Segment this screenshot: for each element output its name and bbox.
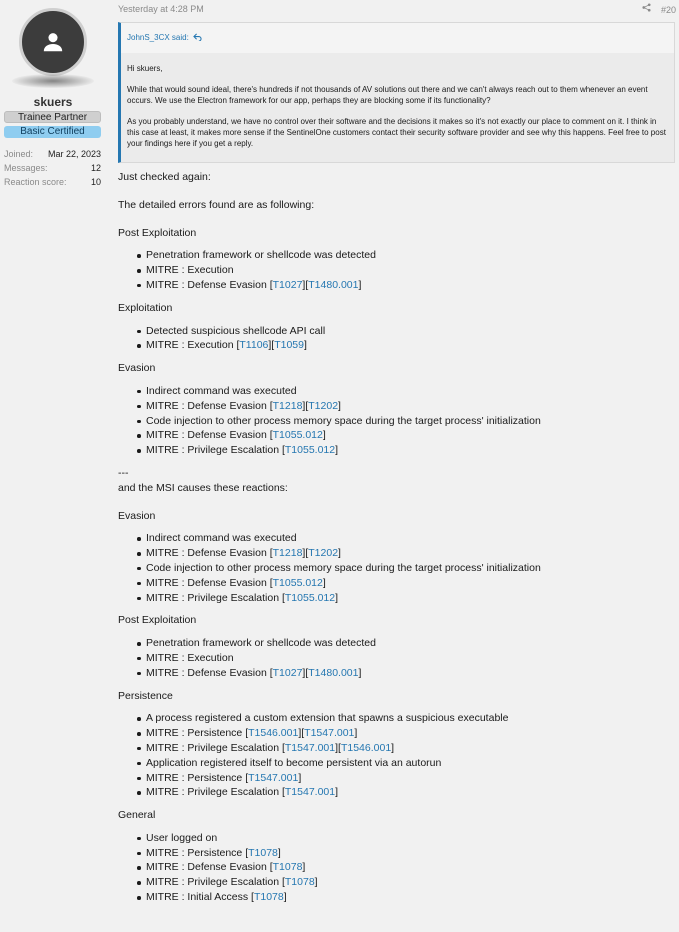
mitre-link[interactable]: T1218	[272, 399, 303, 412]
list-item: Code injection to other process memory space during the target process' initialization	[118, 414, 676, 429]
jump-to-quote-icon[interactable]	[193, 33, 202, 41]
mitre-link[interactable]: T1547.001	[304, 727, 355, 740]
mitre-link[interactable]: T1547.001	[248, 771, 299, 784]
user-banner-trainee-partner: Trainee Partner	[4, 111, 101, 123]
list-item: Code injection to other process memory space during the target process' initialization	[118, 561, 676, 576]
mitre-link[interactable]: T1218	[272, 547, 303, 560]
list-item: MITRE : Privilege Escalation [T1547.001][T1546.001]	[118, 741, 676, 756]
mitre-link[interactable]: T1078	[284, 876, 315, 889]
list-item: MITRE : Execution [T1106][T1059]	[118, 338, 676, 353]
list-item: A process registered a custom extension that spawns a suspicious executable	[118, 711, 676, 726]
post-content	[118, 170, 676, 913]
mitre-link[interactable]: T1480.001	[308, 666, 359, 679]
stat-reaction-score: Reaction score: 10	[4, 177, 101, 187]
list-item: Detected suspicious shellcode API call	[118, 324, 676, 339]
list-item: MITRE : Defense Evasion [T1218][T1202]	[118, 399, 676, 414]
list-item: MITRE : Defense Evasion [T1218][T1202]	[118, 546, 676, 561]
detection-list	[118, 384, 676, 458]
quote-paragraph: As you probably understand, we have no control over their software and the decisions it makes so it's not exactly our place to comment on it. I think in this case at least, it makes more sense if the SentinelOne customers contact their security software provider and see why this happens. Feel free to post your findings here if you get a reply.	[127, 117, 666, 148]
detection-list	[118, 531, 676, 605]
section-heading: General	[118, 809, 156, 822]
list-item: MITRE : Persistence [T1546.001][T1547.001]	[118, 726, 676, 741]
stat-joined: Joined: Mar 22, 2023	[4, 149, 101, 159]
mitre-link[interactable]: T1055.012	[284, 444, 336, 457]
mitre-link[interactable]: T1078	[248, 846, 278, 859]
mitre-link[interactable]: T1547.001	[284, 786, 336, 799]
list-item: MITRE : Defense Evasion [T1078]	[118, 860, 676, 875]
mitre-link[interactable]: T1059	[274, 339, 304, 352]
avatar-shadow	[12, 74, 94, 88]
user-stats	[4, 147, 101, 189]
quote-title[interactable]	[121, 23, 674, 53]
section-heading: Evasion	[118, 509, 156, 522]
mitre-link[interactable]: T1078	[253, 891, 284, 904]
separator-text: ---	[118, 466, 129, 479]
section-heading: Post Exploitation	[118, 226, 197, 239]
avatar[interactable]	[19, 8, 87, 76]
quote-author[interactable]: JohnS_3CX said:	[127, 33, 189, 42]
list-item: MITRE : Privilege Escalation [T1055.012]	[118, 443, 676, 458]
section-heading: Exploitation	[118, 301, 173, 314]
list-item: MITRE : Privilege Escalation [T1547.001]	[118, 785, 676, 800]
mitre-link[interactable]: T1202	[308, 399, 339, 412]
section-heading: Persistence	[118, 689, 173, 702]
list-item: MITRE : Persistence [T1547.001]	[118, 771, 676, 786]
detection-list	[118, 324, 676, 354]
section-heading: Evasion	[118, 362, 156, 375]
mitre-link[interactable]: T1027	[272, 666, 303, 679]
post-number[interactable]: #20	[661, 5, 677, 15]
list-item: Indirect command was executed	[118, 531, 676, 546]
detection-list	[118, 711, 676, 800]
quote-body	[121, 53, 674, 149]
stat-messages: Messages: 12	[4, 163, 101, 173]
mitre-link[interactable]: T1055.012	[272, 429, 323, 442]
mitre-link[interactable]: T1055.012	[272, 576, 323, 589]
detection-list	[118, 831, 676, 905]
mitre-link[interactable]: T1547.001	[284, 741, 336, 754]
detection-list	[118, 248, 676, 292]
share-icon[interactable]	[642, 3, 651, 12]
list-item: MITRE : Privilege Escalation [T1078]	[118, 875, 676, 890]
list-item: Penetration framework or shellcode was detected	[118, 248, 676, 263]
user-silhouette-icon	[40, 29, 66, 55]
list-item: MITRE : Privilege Escalation [T1055.012]	[118, 591, 676, 606]
list-item: Application registered itself to become persistent via an autorun	[118, 756, 676, 771]
username[interactable]: skuers	[33, 95, 73, 109]
mitre-link[interactable]: T1202	[308, 547, 339, 560]
list-item: Indirect command was executed	[118, 384, 676, 399]
quote-paragraph: While that would sound ideal, there's hundreds if not thousands of AV solutions out there and we can't always reach out to them whenever an event occurs. We use the Electron framework for our app, perhaps they are blocking some if its functionality?	[127, 85, 648, 105]
list-item: MITRE : Defense Evasion [T1055.012]	[118, 428, 676, 443]
mitre-link[interactable]: T1078	[272, 861, 303, 874]
post-header	[118, 0, 676, 14]
quote-paragraph: Hi skuers,	[127, 64, 163, 73]
list-item: MITRE : Persistence [T1078]	[118, 846, 676, 861]
mitre-link[interactable]: T1055.012	[284, 591, 336, 604]
post-date[interactable]: Yesterday at 4:28 PM	[118, 4, 204, 14]
list-item: MITRE : Execution	[118, 651, 676, 666]
list-item: MITRE : Initial Access [T1078]	[118, 890, 676, 905]
content-line: and the MSI causes these reactions:	[118, 481, 288, 494]
list-item: Penetration framework or shellcode was detected	[118, 636, 676, 651]
detection-list	[118, 636, 676, 680]
quote-block	[118, 22, 675, 163]
list-item: MITRE : Defense Evasion [T1027][T1480.001]	[118, 278, 676, 293]
list-item: User logged on	[118, 831, 676, 846]
content-line: Just checked again:	[118, 171, 211, 183]
mitre-link[interactable]: T1106	[239, 339, 269, 352]
list-item: MITRE : Defense Evasion [T1027][T1480.001]	[118, 666, 676, 681]
list-item: MITRE : Defense Evasion [T1055.012]	[118, 576, 676, 591]
content-line: The detailed errors found are as following:	[118, 198, 315, 211]
mitre-link[interactable]: T1546.001	[340, 741, 392, 754]
section-heading: Post Exploitation	[118, 614, 197, 627]
user-banner-basic-certified: Basic Certified	[4, 126, 101, 138]
mitre-link[interactable]: T1480.001	[308, 278, 359, 291]
mitre-link[interactable]: T1027	[272, 278, 303, 291]
mitre-link[interactable]: T1546.001	[248, 727, 299, 740]
list-item: MITRE : Execution	[118, 263, 676, 278]
